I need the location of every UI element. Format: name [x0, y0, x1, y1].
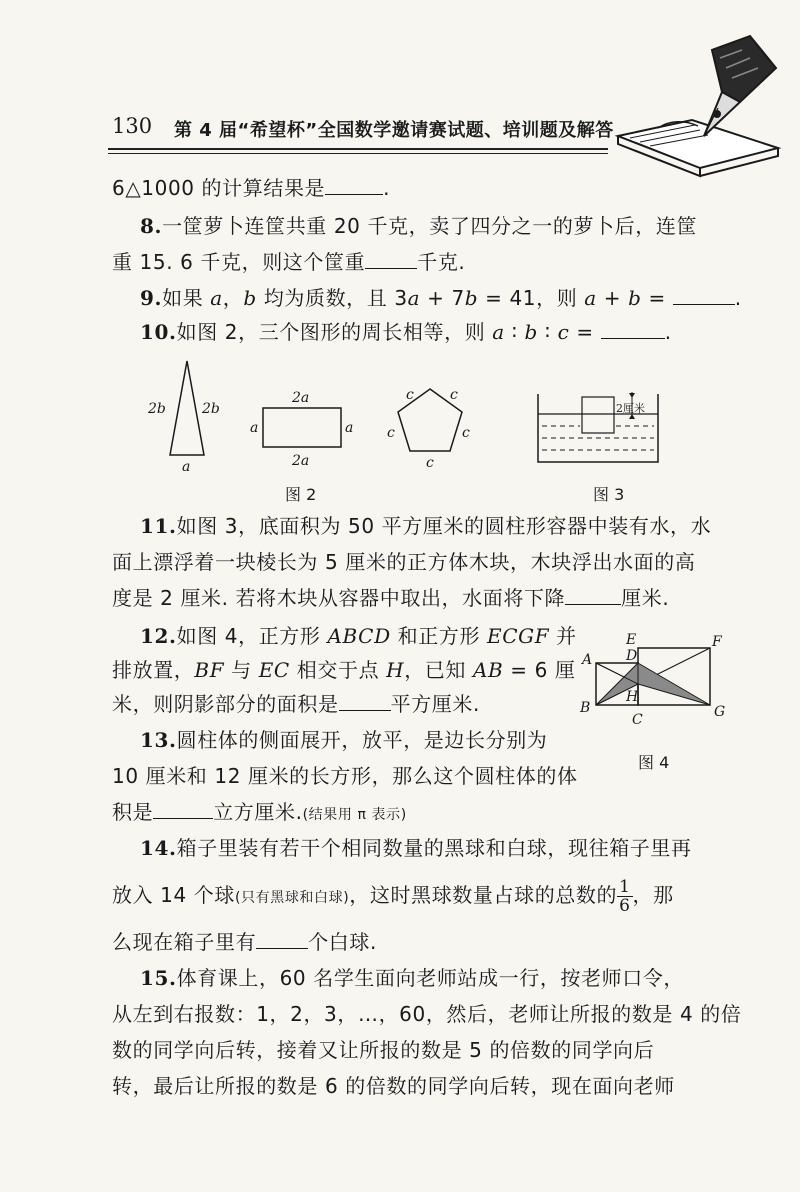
q12-bf: BF [194, 658, 225, 682]
pentagon-label-3: c [387, 425, 395, 441]
point-a: A [582, 652, 593, 668]
q14-text-3a: 么现在箱子里有 [112, 930, 257, 954]
rectangle-shape [263, 408, 341, 447]
q9-eq: = 41，则 [478, 286, 585, 310]
pentagon-label-4: c [462, 425, 470, 441]
q11-line-1 [140, 512, 711, 540]
point-g: G [714, 704, 726, 720]
shaded-triangle-2 [638, 663, 710, 705]
q13-text-3a: 积是 [112, 800, 154, 824]
q9-var-b2: b [464, 286, 479, 310]
q14-text-1: 箱子里装有若干个相同数量的黑球和白球，现往箱子里再 [176, 836, 692, 860]
q10-end: . [664, 320, 672, 344]
q9-line [140, 284, 742, 312]
q12-2e: = 6 厘 [503, 658, 576, 682]
q8-text-1: 一筐萝卜连筐共重 20 千克，卖了四分之一的萝卜后，连筐 [162, 214, 698, 238]
q10-number: 10. [140, 320, 177, 344]
rectangle-label-right: a [345, 420, 354, 436]
q15-number: 15. [140, 966, 177, 990]
q12-number: 12. [140, 624, 177, 648]
point-e: E [626, 632, 637, 648]
point-d: D [626, 648, 638, 664]
q13-answer-blank[interactable] [153, 800, 213, 819]
point-b: B [580, 700, 591, 716]
fraction-denominator: 6 [619, 896, 631, 916]
q14-line-2 [112, 878, 674, 915]
q15-text-2: 从左到右报数：1，2，3，…，60，然后，老师让所报的数是 4 的倍 [112, 1002, 742, 1026]
q8-line-1 [140, 212, 697, 240]
q10-var-b: b [524, 320, 538, 344]
q13-line-1 [140, 726, 547, 754]
q12-ab: AB [472, 658, 504, 682]
triangle-label-right: 2b [202, 401, 220, 417]
q14-text-3b: 个白球. [308, 930, 377, 954]
q10-line [140, 318, 672, 346]
q12-1c: 并 [549, 624, 577, 648]
q8-line-2 [112, 248, 465, 276]
q12-line-3 [112, 690, 480, 718]
q9-plus: + 7 [420, 286, 465, 310]
q12-1a: 如图 4，正方形 [176, 624, 328, 648]
q9-var-a3: a [584, 286, 597, 310]
q12-2c: 相交于点 [289, 658, 387, 682]
q7-end: . [383, 176, 391, 200]
point-c: C [632, 712, 643, 728]
q9-comma: ， [222, 286, 244, 310]
q13-text-1: 圆柱体的侧面展开，放平，是边长分别为 [176, 728, 548, 752]
q10-var-a: a [492, 320, 505, 344]
q12-text-3a: 米，则阴影部分的面积是 [112, 692, 339, 716]
q12-ec: EC [258, 658, 290, 682]
q14-line-3 [112, 928, 377, 956]
rectangle-label-top: 2a [292, 390, 310, 406]
wood-block [582, 397, 614, 433]
q13-number: 13. [140, 728, 177, 752]
q10-colon-2: ∶ [537, 320, 558, 344]
q11-text-1: 如图 3，底面积为 50 平方厘米的圆柱形容器中装有水，水 [176, 514, 712, 538]
q14-2a: 放入 14 个球 [112, 883, 235, 907]
q10-var-c: c [557, 320, 570, 344]
q9-answer-blank[interactable] [673, 286, 735, 305]
q8-text-2b: 千克. [417, 250, 466, 274]
q9-var-a2: a [407, 286, 421, 310]
q13-note: (结果用 π 表示) [302, 807, 407, 823]
figure-2 [140, 355, 480, 475]
q13-text-3b: 立方厘米. [213, 800, 303, 824]
q8-text-2a: 重 15. 6 千克，则这个筐重 [112, 250, 366, 274]
pentagon-label-2: c [450, 387, 458, 403]
q9-pre: 如果 [162, 286, 211, 310]
q14-2b: ，这时黑球数量占球的总数的 [349, 883, 618, 907]
q9-plus2: + [596, 286, 629, 310]
running-title: 第 4 届“希望杯”全国数学邀请赛试题、培训题及解答 [174, 120, 614, 141]
q12-h: H [386, 658, 405, 682]
q7-tail-line [112, 174, 390, 202]
pen-book-logo-icon [600, 28, 790, 178]
q10-answer-blank[interactable] [601, 320, 665, 339]
point-f: F [712, 634, 722, 650]
q9-end: . [734, 286, 742, 310]
header-rule [108, 148, 608, 150]
q12-1b: 和正方形 [390, 624, 488, 648]
q7-tail-text: 6△1000 的计算结果是 [112, 176, 326, 200]
q12-text-3b: 平方厘米. [390, 692, 480, 716]
q15-line-1 [140, 964, 684, 992]
q11-line-3 [112, 584, 669, 612]
q11-text-3a: 度是 2 厘米. 若将木块从容器中取出，水面将下降 [112, 586, 566, 610]
triangle-label-base: a [182, 459, 191, 475]
pentagon-label-1: c [406, 387, 414, 403]
q15-text-1: 体育课上，60 名学生面向老师站成一行，按老师口令， [176, 966, 685, 990]
q13-text-2: 10 厘米和 12 厘米的长方形，那么这个圆柱体的体 [112, 764, 578, 788]
q12-line-1 [140, 622, 577, 650]
figure-3-caption: 图 3 [593, 485, 625, 504]
q11-number: 11. [140, 514, 177, 538]
q14-2c: ，那 [632, 883, 674, 907]
pentagon-label-5: c [426, 455, 434, 471]
q9-var-b: b [243, 286, 257, 310]
q9-var-a: a [210, 286, 223, 310]
q13-line-2 [112, 762, 578, 790]
q10-colon-1: ∶ [504, 320, 525, 344]
rectangle-label-left: a [250, 420, 259, 436]
q10-pre: 如图 2，三个图形的周长相等，则 [176, 320, 493, 344]
q15-line-2 [112, 1000, 741, 1028]
q12-line-2 [112, 656, 575, 684]
q12-2d: ，已知 [404, 658, 473, 682]
q10-eq: = [569, 320, 601, 344]
q15-text-4: 转，最后让所报的数是 6 的倍数的同学向后转，现在面向老师 [112, 1074, 675, 1098]
q12-2a: 排放置， [112, 658, 195, 682]
q12-answer-blank[interactable] [339, 692, 391, 711]
q11-text-3b: 厘米. [621, 586, 670, 610]
q14-answer-blank[interactable] [256, 930, 308, 949]
fraction-one-sixth [617, 878, 632, 915]
header-rule-thin [108, 153, 608, 154]
q15-line-3 [112, 1036, 654, 1064]
figure-4-caption: 图 4 [638, 753, 670, 772]
figure-3-dimension-label: 2厘米 [616, 402, 645, 415]
triangle-shape [170, 361, 204, 455]
q11-answer-blank[interactable] [565, 586, 621, 605]
fraction-numerator: 1 [619, 877, 631, 897]
figure-3 [534, 390, 664, 470]
triangle-label-left: 2b [148, 401, 166, 417]
q14-number: 14. [140, 836, 177, 860]
q12-abcd: ABCD [327, 624, 391, 648]
q14-line-1 [140, 834, 692, 862]
q9-number: 9. [140, 286, 163, 310]
q11-text-2: 面上漂浮着一块棱长为 5 厘米的正方体木块，木块浮出水面的高 [112, 550, 696, 574]
q8-number: 8. [140, 214, 163, 238]
q9-mid: 均为质数，且 3 [256, 286, 408, 310]
arrow-head-top [629, 393, 635, 398]
page-header [112, 112, 632, 142]
figure-4 [574, 630, 734, 730]
q9-eq2: = [641, 286, 673, 310]
q7-answer-blank[interactable] [325, 176, 383, 195]
q11-line-2 [112, 548, 695, 576]
point-h: H [626, 689, 639, 705]
page-number: 130 [112, 114, 153, 138]
q9-var-b3: b [628, 286, 642, 310]
q15-line-4 [112, 1072, 675, 1100]
figure-2-caption: 图 2 [285, 485, 317, 504]
q14-note: (只有黑球和白球) [234, 890, 350, 906]
rectangle-label-bottom: 2a [292, 453, 310, 469]
q12-ecgf: ECGF [487, 624, 550, 648]
q15-text-3: 数的同学向后转，接着又让所报的数是 5 的倍数的同学向后 [112, 1038, 655, 1062]
q13-line-3 [112, 798, 407, 829]
q12-2b: 与 [224, 658, 259, 682]
q8-answer-blank[interactable] [365, 250, 417, 269]
